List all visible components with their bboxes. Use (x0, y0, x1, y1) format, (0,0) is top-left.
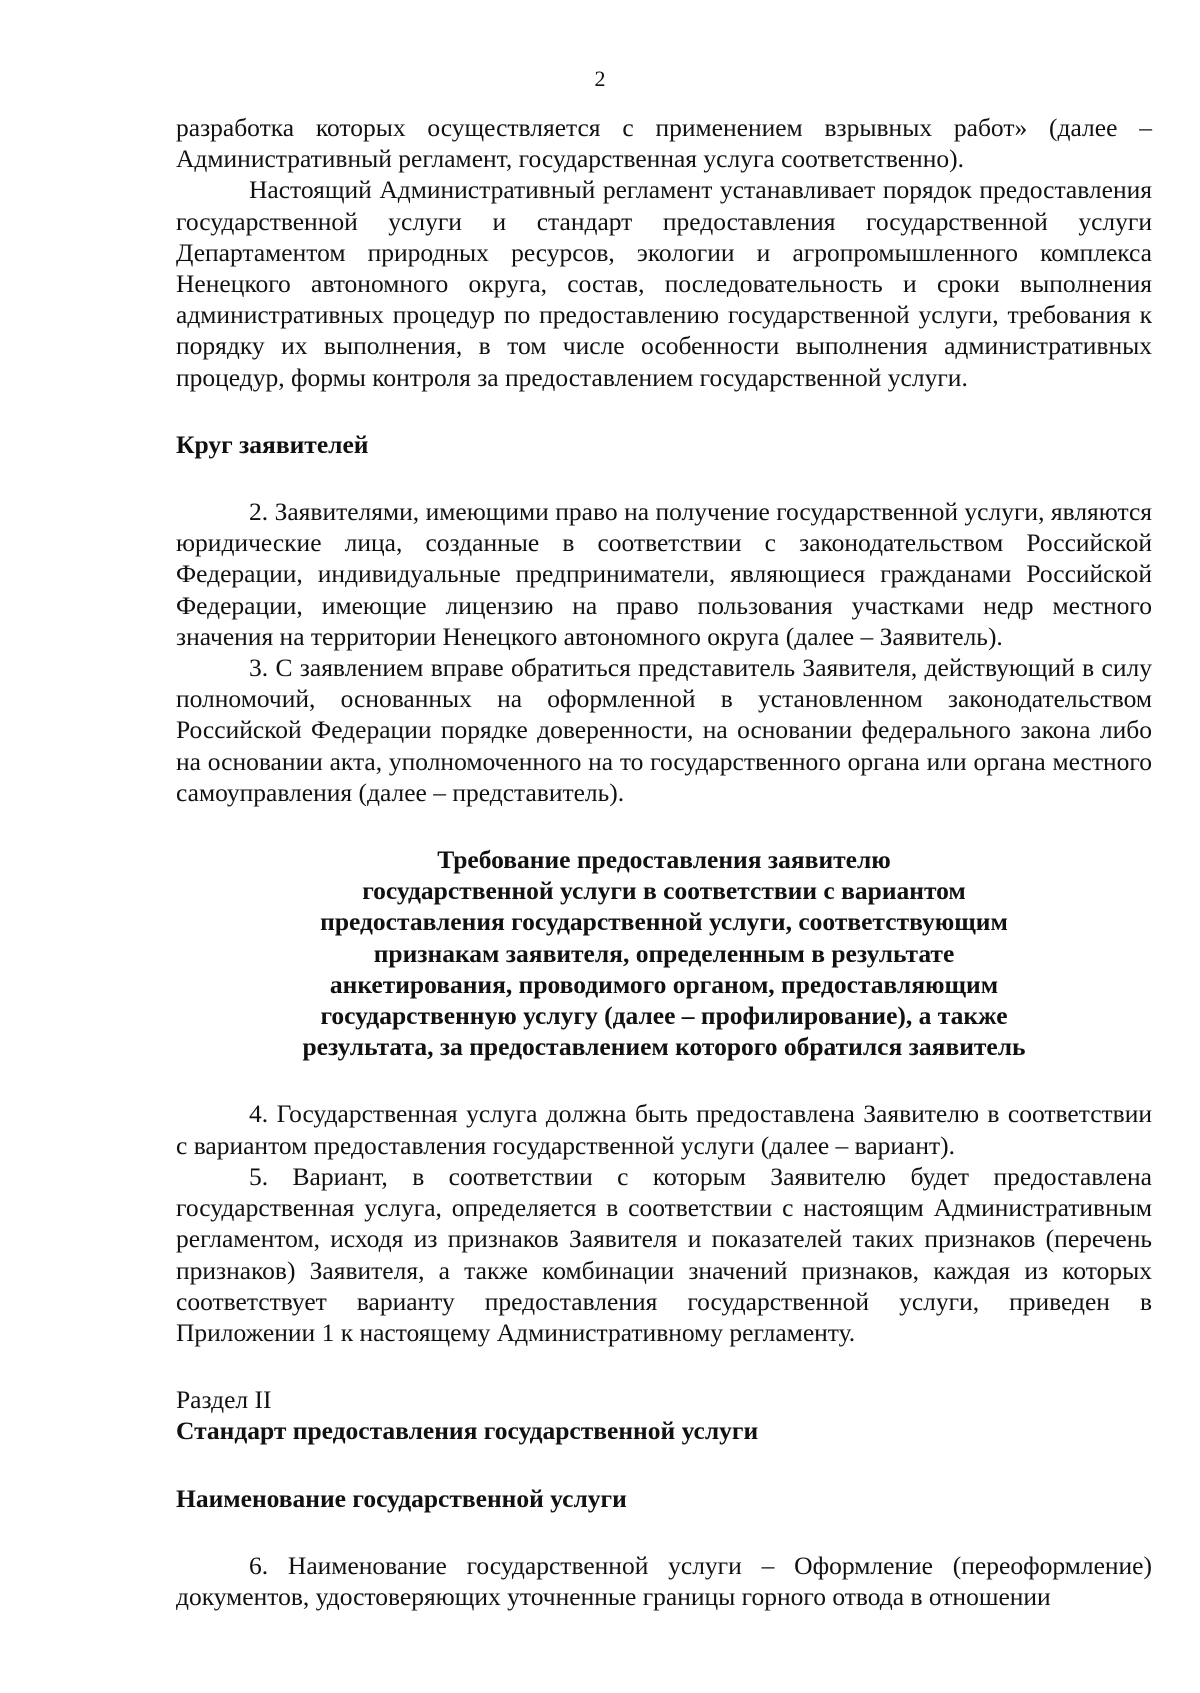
paragraph-5: 5. Вариант, в соответствии с которым Заявителю будет предоставлена государственная услуга, определяется в соответствии с настоящим Административным регламентом, исходя из признаков Заявителя и показателей таких признаков (перечень признаков) Заявителя, а также комбинации значений признаков, каждая из которых соответствует варианту предоставления государственной услуги, приведен в Приложении 1 к настоящему Административному регламенту. (176, 1161, 1152, 1347)
heading-line: результата, за предоставлением которого обратился заявитель (302, 1032, 1026, 1062)
page-number: 2 (594, 66, 606, 91)
paragraph-2: 2. Заявителями, имеющими право на получение государственной услуги, являются юридические лица, созданные в соответствии с законодательством Российской Федерации, индивидуальные предприниматели, являющиеся гражданами Российской Федерации, имеющие лицензию на право пользования участками недр местного значения на территории Ненецкого автономного округа (далее – Заявитель). (176, 497, 1152, 651)
paragraph-intro-continuation: разработка которых осуществляется с применением взрывных работ» (далее – Административный регламент, государственная услуга соответственно). (176, 113, 1152, 174)
heading-line: государственной услуги в соответствии с вариантом (362, 876, 966, 906)
heading-line: признакам заявителя, определенным в результате (373, 938, 955, 968)
paragraph-6: 6. Наименование государственной услуги – Оформление (переоформление) документов, удостоверяющих уточненные границы горного отвода в отношении (176, 1550, 1152, 1611)
heading-line: Требование предоставления заявителю (437, 845, 891, 875)
section-number: Раздел II (176, 1385, 272, 1415)
section-title: Стандарт предоставления государственной услуги (176, 1416, 759, 1446)
paragraph-regulation-scope: Настоящий Административный регламент устанавливает порядок предоставления государственной услуги и стандарт предоставления государственной услуги Департаментом природных ресурсов, экологии и агропромышленного комплекса Ненецкого автономного округа, состав, последовательность и сроки выполнения административных процедур по предоставлению государственной услуги, требования к порядку их выполнения, в том числе особенности выполнения административных процедур, формы контроля за предоставлением государственной услуги. (176, 175, 1152, 392)
heading-line: государственную услугу (далее – профилирование), а также (320, 1001, 1008, 1031)
heading-service-name: Наименование государственной услуги (176, 1483, 627, 1513)
document-body (176, 112, 1152, 1612)
paragraph-4: 4. Государственная услуга должна быть предоставлена Заявителю в соответствии с вариантом предоставления государственной услуги (далее – вариант). (176, 1099, 1152, 1160)
paragraph-3: 3. С заявлением вправе обратиться представитель Заявителя, действующий в силу полномочий, основанных на оформленной в установленном законодательством Российской Федерации порядке доверенности, на основании федерального закона либо на основании акта, уполномоченного на то государственного органа или органа местного самоуправления (далее – представитель). (176, 653, 1152, 807)
heading-variant-requirement (176, 844, 1152, 1062)
heading-applicants: Круг заявителей (176, 429, 369, 459)
heading-line: предоставления государственной услуги, соответствующим (320, 907, 1008, 937)
heading-line: анкетирования, проводимого органом, предоставляющим (329, 969, 999, 999)
